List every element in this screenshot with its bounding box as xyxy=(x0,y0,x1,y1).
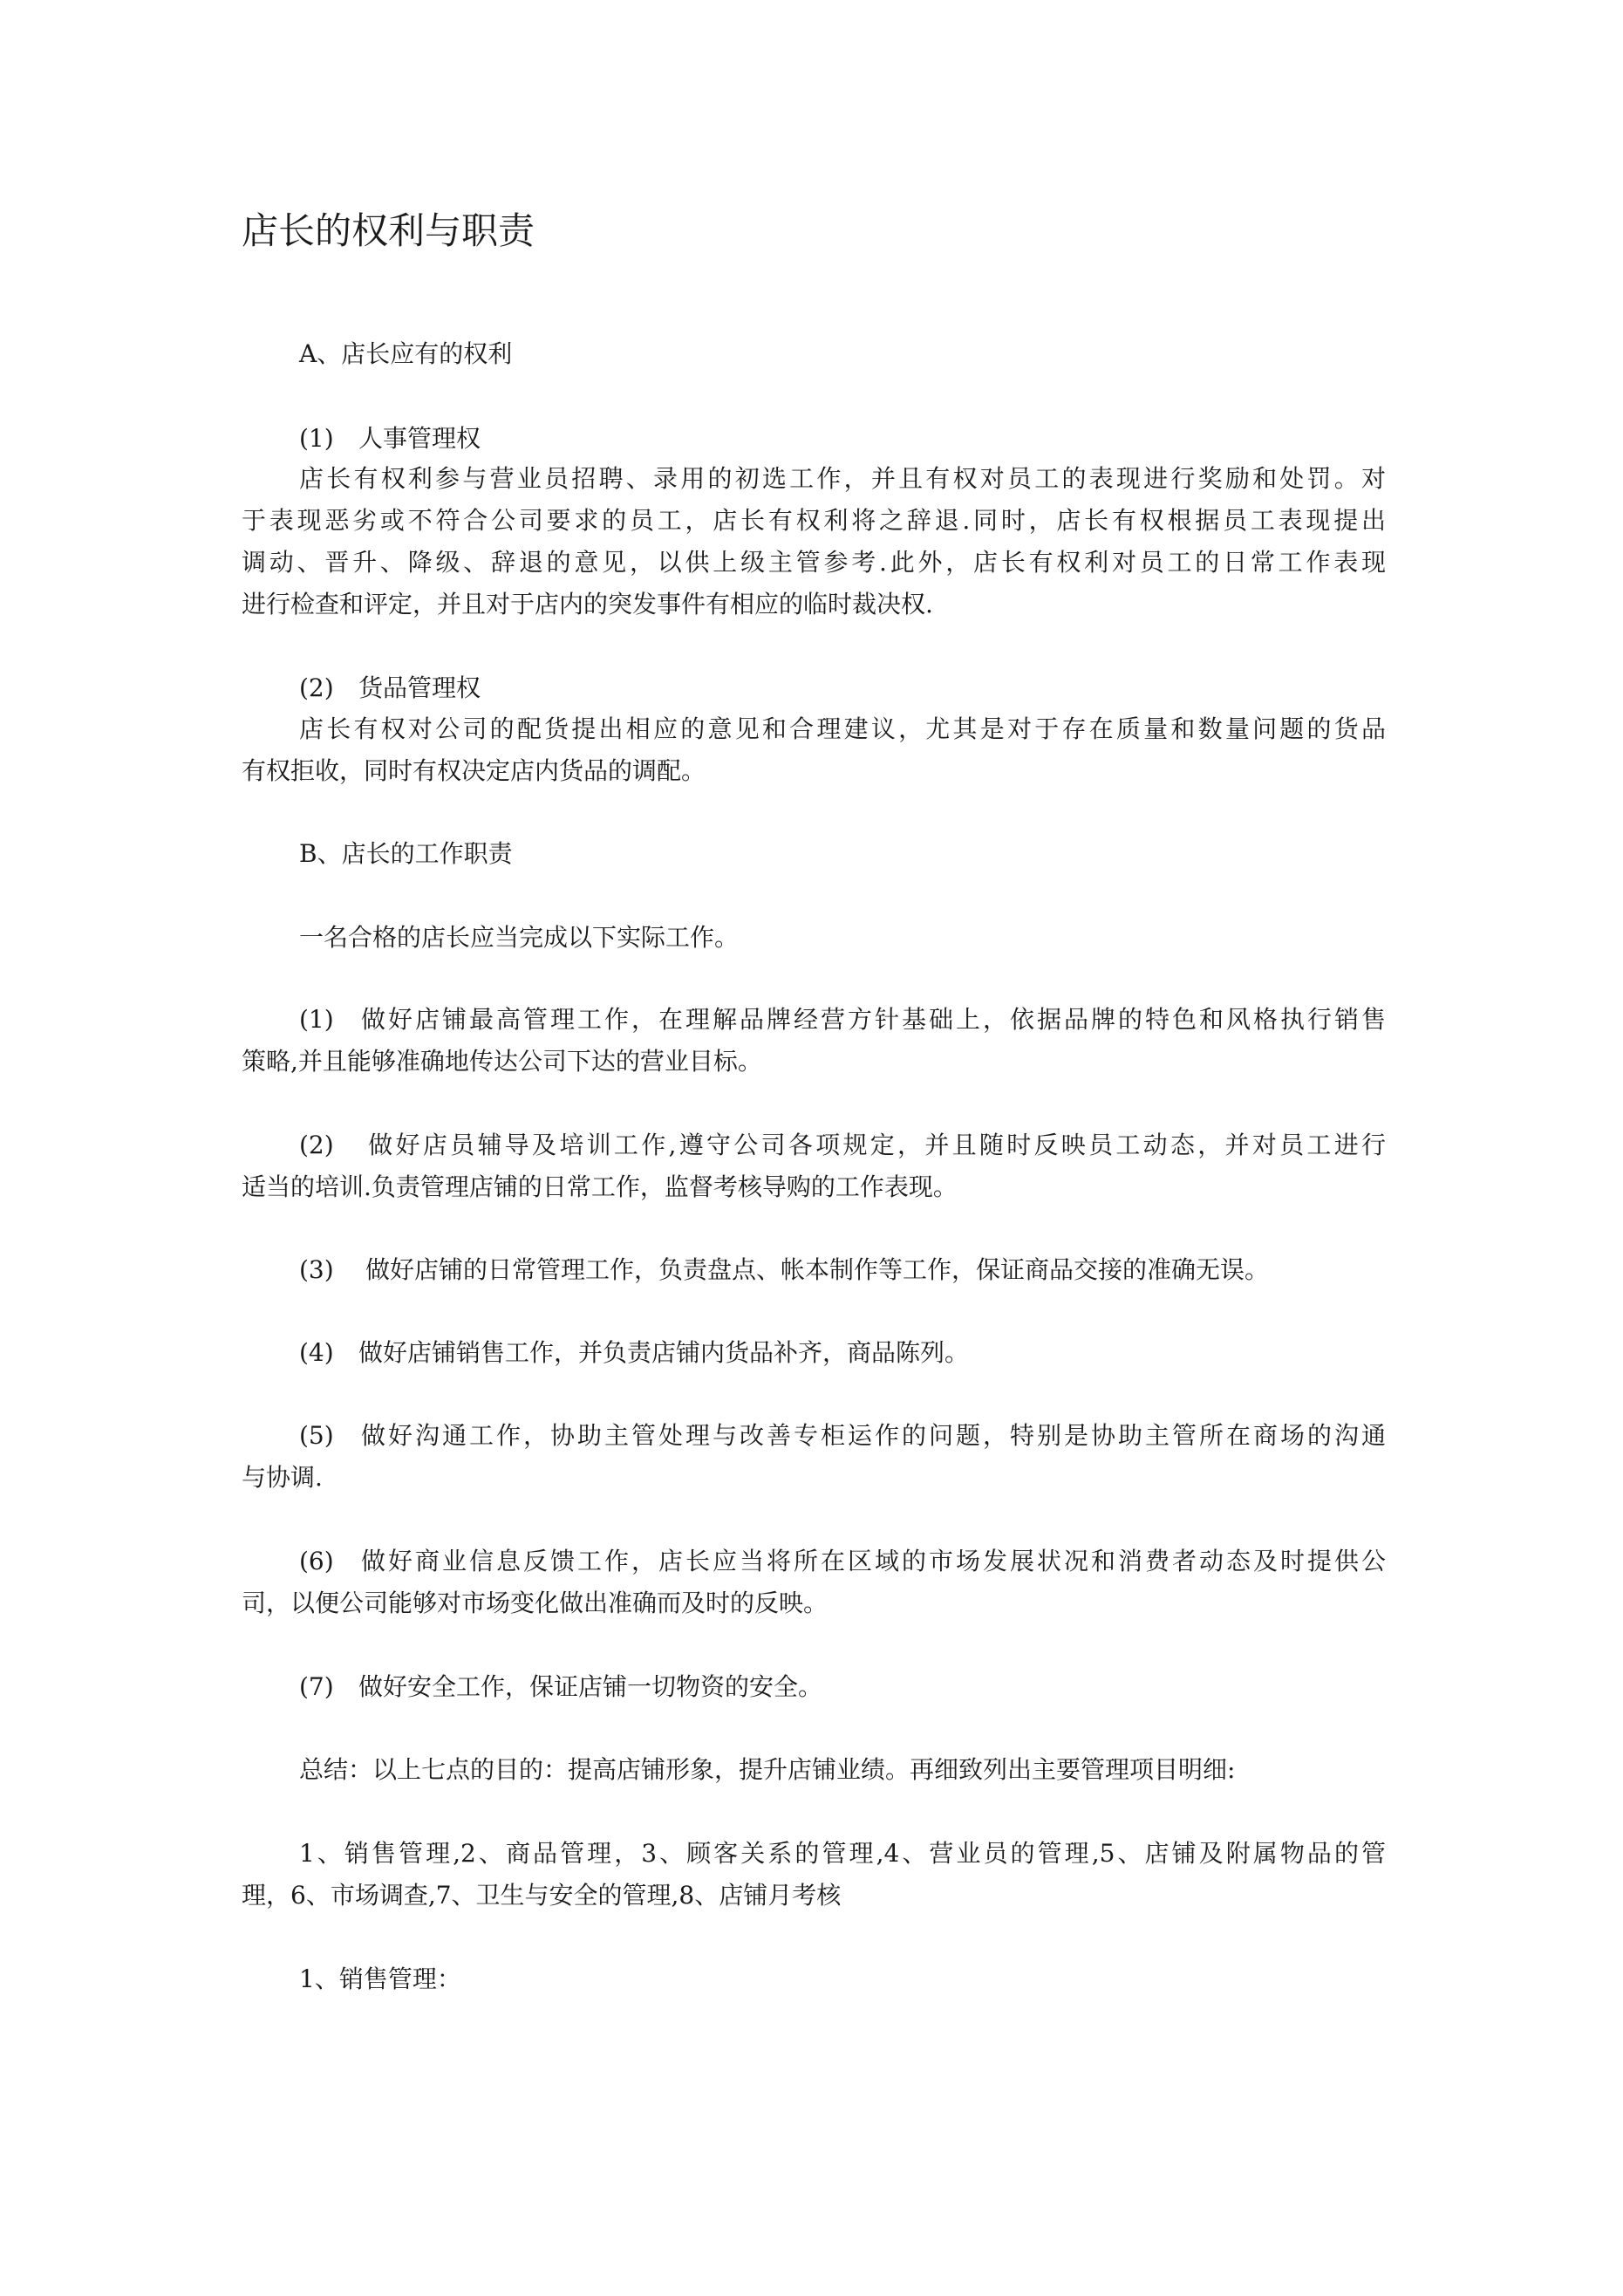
paragraph-line: 适当的培训.负责管理店铺的日常工作，监督考核导购的工作表现。 xyxy=(242,1172,958,1201)
section-a-item-2-heading xyxy=(299,667,1386,709)
paragraph-line: 店长有权利参与营业员招聘、录用的初选工作，并且有权对员工的表现进行奖励和处罚。对 xyxy=(299,464,1386,493)
paragraph-line: 调动、晋升、降级、辞退的意见，以供上级主管参考.此外，店长有权利对员工的日常工作表现 xyxy=(242,548,1386,577)
subsection-heading: 1、销售管理： xyxy=(299,1965,461,1993)
paragraph-line: 于表现恶劣或不符合公司要求的员工，店长有权利将之辞退.同时，店长有权根据员工表现提出 xyxy=(242,506,1386,535)
duty-text: 做好商业信息反馈工作，店长应当将所在区域的市场发展状况和消费者动态及时提供公 xyxy=(358,1547,1386,1575)
duty-text: 做好店铺最高管理工作，在理解品牌经营方针基础上，依据品牌的特色和风格执行销售 xyxy=(358,1005,1386,1034)
duty-text: 做好安全工作，保证店铺一切物资的安全。 xyxy=(358,1672,823,1701)
item-number: (5) xyxy=(299,1421,334,1450)
item-number: (2) xyxy=(299,673,334,702)
duty-text: 做好店铺的日常管理工作，负责盘点、帐本制作等工作，保证商品交接的准确无误。 xyxy=(365,1255,1270,1284)
duty-text: 做好沟通工作，协助主管处理与改善专柜运作的问题，特别是协助主管所在商场的沟通 xyxy=(358,1421,1386,1450)
item-number: (3) xyxy=(299,1255,334,1284)
section-a-heading: A、店长应有的权利 xyxy=(299,339,513,368)
item-title: 货品管理权 xyxy=(358,673,481,702)
paragraph-line: 1、销售管理,2、商品管理，3、顾客关系的管理,4、营业员的管理,5、店铺及附属物品的管 xyxy=(299,1839,1386,1868)
item-number: (4) xyxy=(299,1338,334,1367)
paragraph-line: 有权拒收，同时有权决定店内货品的调配。 xyxy=(242,756,706,785)
item-number: (2) xyxy=(299,1131,334,1159)
section-b-intro: 一名合格的店长应当完成以下实际工作。 xyxy=(299,923,740,952)
item-number: (6) xyxy=(299,1547,334,1575)
item-number: (1) xyxy=(299,1005,334,1034)
item-number: (1) xyxy=(299,424,334,453)
paragraph-line: 司，以便公司能够对市场变化做出准确而及时的反映。 xyxy=(242,1589,829,1617)
page-title: 店长的权利与职责 xyxy=(242,209,535,252)
duty-item xyxy=(299,1332,1386,1374)
duty-item xyxy=(299,1249,1386,1291)
duty-item xyxy=(299,1541,1386,1582)
paragraph-line: 理，6、市场调查,7、卫生与安全的管理,8、店铺月考核 xyxy=(242,1881,842,1910)
duty-text: 做好店铺销售工作，并负责店铺内货品补齐，商品陈列。 xyxy=(358,1338,970,1367)
section-b-heading: B、店长的工作职责 xyxy=(299,839,513,868)
paragraph-line: 策略,并且能够准确地传达公司下达的营业目标。 xyxy=(242,1047,762,1076)
paragraph-line: 与协调. xyxy=(242,1463,323,1492)
duty-text: 做好店员辅导及培训工作,遵守公司各项规定，并且随时反映员工动态，并对员工进行 xyxy=(365,1131,1386,1159)
duty-item xyxy=(299,999,1386,1041)
paragraph-line: 进行检查和评定，并且对于店内的突发事件有相应的临时裁决权. xyxy=(242,590,933,618)
item-title: 人事管理权 xyxy=(358,424,481,453)
duty-item xyxy=(299,1666,1386,1708)
duty-item xyxy=(299,1415,1386,1457)
summary-text: 总结：以上七点的目的：提高店铺形象，提升店铺业绩。再细致列出主要管理项目明细: xyxy=(299,1755,1236,1784)
paragraph-line: 店长有权对公司的配货提出相应的意见和合理建议，尤其是对于存在质量和数量问题的货品 xyxy=(299,714,1386,743)
section-a-item-1-heading xyxy=(299,418,1386,460)
item-number: (7) xyxy=(299,1672,334,1701)
duty-item xyxy=(299,1124,1386,1166)
